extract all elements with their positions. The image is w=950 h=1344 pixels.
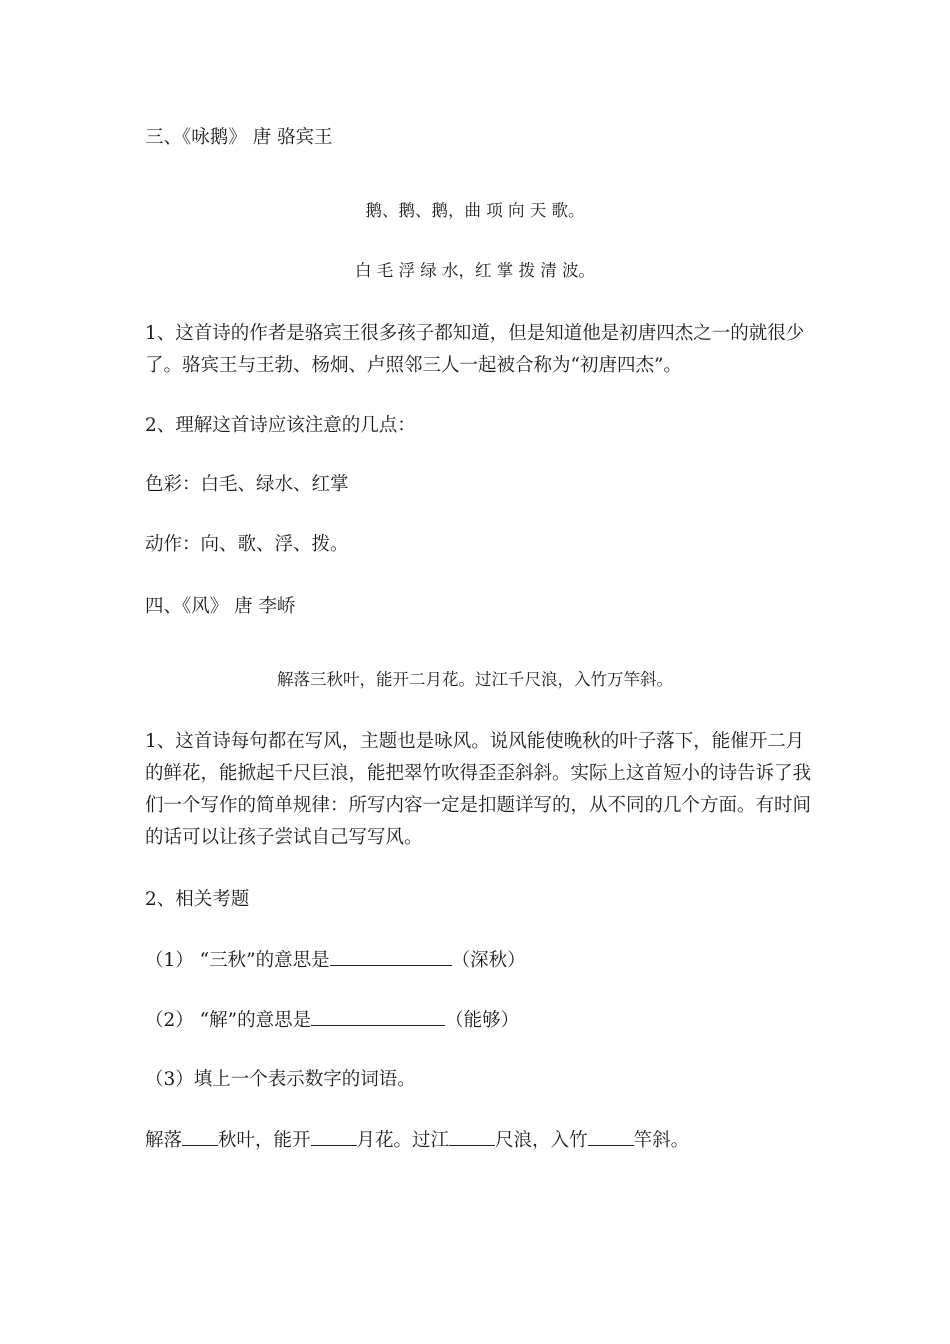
answer-blank[interactable] (182, 1131, 218, 1146)
question-1-answer: （深秋） (451, 950, 526, 971)
question-3: （3）填上一个表示数字的词语。 (145, 1069, 416, 1090)
note-actions: 动作：向、歌、浮、拨。 (145, 534, 349, 555)
poem-line-2: 白 毛 浮 绿 水，红 掌 拨 清 波。 (355, 261, 595, 280)
answer-blank[interactable] (449, 1131, 495, 1146)
note-understanding: 2、理解这首诗应该注意的几点： (145, 415, 416, 436)
section-heading-yong-e: 三、《咏鹅》 唐 骆宾王 (145, 127, 333, 148)
fill-part: 解落 (145, 1130, 183, 1151)
fill-part: 竿斜。 (633, 1130, 690, 1151)
answer-blank[interactable] (330, 951, 452, 966)
note-feng-theme: 1、这首诗每句都在写风，主题也是咏风。说风能使晚秋的叶子落下，能催开二月的鲜花，能掀起千尺巨浪，能把翠竹吹得歪歪斜斜。实际上这首短小的诗告诉了我们一个写作的简单规律：所写内容一定是扣题详写的，从不同的几个方面。有时间的话可以让孩子尝试自己写写风。 (145, 731, 812, 848)
poem-feng: 解落三秋叶，能开二月花。过江千尺浪，入竹万竿斜。 (277, 670, 673, 689)
fill-part: 尺浪，入竹 (495, 1130, 588, 1151)
question-2-prompt: （2） “解”的意思是 (145, 1010, 312, 1031)
fill-part: 秋叶，能开 (218, 1130, 311, 1151)
question-2-answer: （能够） (445, 1010, 520, 1031)
question-1 (145, 951, 526, 971)
section-heading-feng: 四、《风》 唐 李峤 (145, 596, 296, 617)
note-exam-questions: 2、相关考题 (145, 889, 250, 910)
fill-part: 月花。过江 (356, 1130, 450, 1151)
poem-line-1: 鹅、鹅、鹅，曲 项 向 天 歌。 (365, 201, 585, 220)
answer-blank[interactable] (311, 1011, 445, 1026)
note-author: 1、这首诗的作者是骆宾王很多孩子都知道，但是知道他是初唐四杰之一的就很少了。骆宾王与王勃、杨炯、卢照邻三人一起被合称为“初唐四杰”。 (145, 323, 805, 376)
note-colors: 色彩：白毛、绿水、红掌 (145, 474, 349, 495)
answer-blank[interactable] (311, 1131, 357, 1146)
answer-blank[interactable] (588, 1131, 634, 1146)
question-2 (145, 1011, 519, 1031)
question-1-prompt: （1） “三秋”的意思是 (145, 950, 330, 971)
fill-in-poem (145, 1131, 689, 1151)
